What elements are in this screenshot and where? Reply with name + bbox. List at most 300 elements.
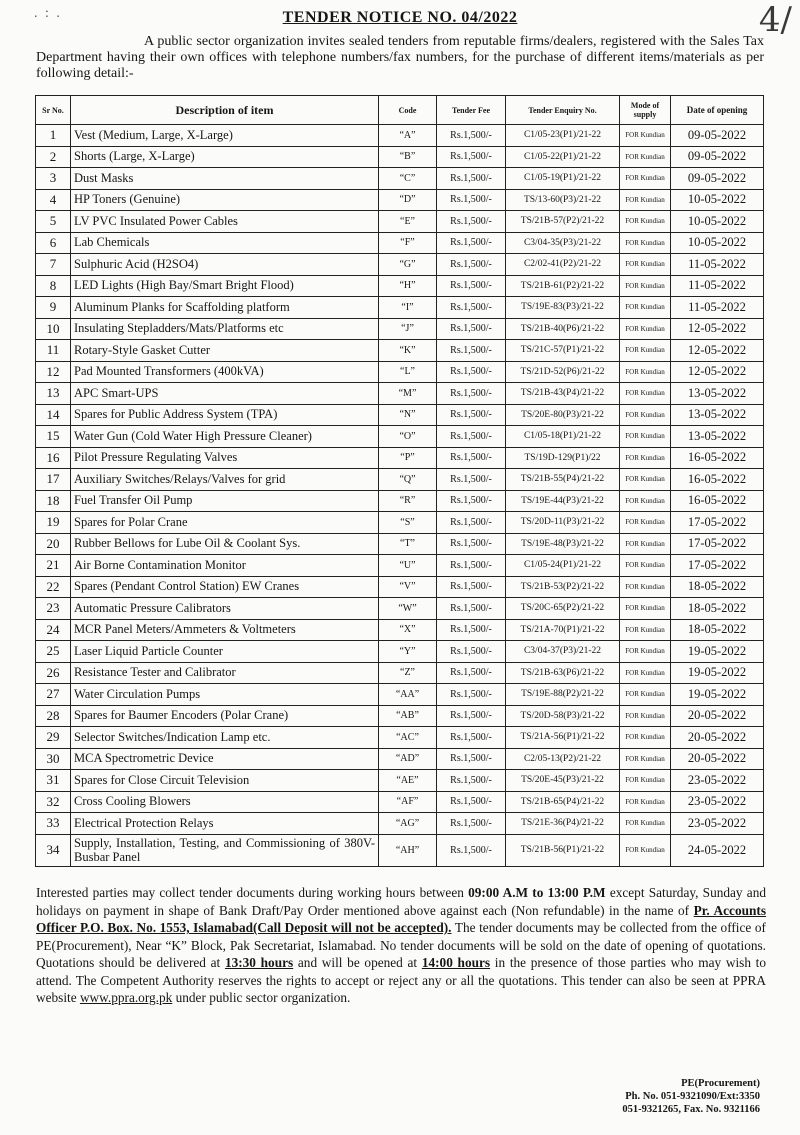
terms-text: under public sector organization. <box>175 990 351 1005</box>
row-opening-date: 17-05-2022 <box>671 512 764 534</box>
row-enquiry-no: TS/19E-44(P3)/21-22 <box>506 490 620 512</box>
row-mode-of-supply: FOR Kundian <box>620 146 671 168</box>
row-enquiry-no: TS/21B-65(P4)/21-22 <box>506 791 620 813</box>
row-description: Water Circulation Pumps <box>71 684 379 706</box>
row-sno: 2 <box>36 146 71 168</box>
table-row <box>36 168 764 190</box>
row-mode-of-supply: FOR Kundian <box>620 512 671 534</box>
row-fee: Rs.1,500/- <box>437 383 506 405</box>
row-mode-of-supply: FOR Kundian <box>620 404 671 426</box>
row-code: “P” <box>379 447 437 469</box>
row-sno: 6 <box>36 232 71 254</box>
row-opening-date: 19-05-2022 <box>671 684 764 706</box>
row-mode-of-supply: FOR Kundian <box>620 576 671 598</box>
row-mode-of-supply: FOR Kundian <box>620 791 671 813</box>
row-sno: 7 <box>36 254 71 276</box>
row-description: Resistance Tester and Calibrator <box>71 662 379 684</box>
row-sno: 1 <box>36 125 71 147</box>
row-enquiry-no: TS/19E-83(P3)/21-22 <box>506 297 620 319</box>
row-fee: Rs.1,500/- <box>437 727 506 749</box>
row-sno: 20 <box>36 533 71 555</box>
header-date: Date of opening <box>671 96 764 125</box>
row-description: Spares for Baumer Encoders (Polar Crane) <box>71 705 379 727</box>
row-description: APC Smart-UPS <box>71 383 379 405</box>
signature-phone: Ph. No. 051-9321090/Ext:3350 <box>625 1091 760 1102</box>
row-mode-of-supply: FOR Kundian <box>620 555 671 577</box>
row-fee: Rs.1,500/- <box>437 512 506 534</box>
row-opening-date: 11-05-2022 <box>671 297 764 319</box>
row-code: “L” <box>379 361 437 383</box>
table-row <box>36 834 764 866</box>
row-description: Lab Chemicals <box>71 232 379 254</box>
row-mode-of-supply: FOR Kundian <box>620 232 671 254</box>
row-description: Water Gun (Cold Water High Pressure Cleaner) <box>71 426 379 448</box>
header-fee: Tender Fee <box>437 96 506 125</box>
table-row <box>36 125 764 147</box>
row-fee: Rs.1,500/- <box>437 297 506 319</box>
row-mode-of-supply: FOR Kundian <box>620 770 671 792</box>
row-opening-date: 18-05-2022 <box>671 619 764 641</box>
row-enquiry-no: TS/21B-61(P2)/21-22 <box>506 275 620 297</box>
row-enquiry-no: TS/21B-40(P6)/21-22 <box>506 318 620 340</box>
row-code: “AC” <box>379 727 437 749</box>
row-fee: Rs.1,500/- <box>437 576 506 598</box>
row-mode-of-supply: FOR Kundian <box>620 254 671 276</box>
row-code: “AB” <box>379 705 437 727</box>
row-fee: Rs.1,500/- <box>437 598 506 620</box>
row-code: “AF” <box>379 791 437 813</box>
row-fee: Rs.1,500/- <box>437 426 506 448</box>
table-row <box>36 232 764 254</box>
row-opening-date: 20-05-2022 <box>671 748 764 770</box>
row-sno: 29 <box>36 727 71 749</box>
table-row <box>36 297 764 319</box>
table-row <box>36 791 764 813</box>
row-description: LED Lights (High Bay/Smart Bright Flood) <box>71 275 379 297</box>
row-enquiry-no: C1/05-23(P1)/21-22 <box>506 125 620 147</box>
table-row <box>36 340 764 362</box>
row-sno: 33 <box>36 813 71 835</box>
row-fee: Rs.1,500/- <box>437 404 506 426</box>
row-description: Dust Masks <box>71 168 379 190</box>
row-description: Spares for Close Circuit Television <box>71 770 379 792</box>
table-row <box>36 211 764 233</box>
row-sno: 31 <box>36 770 71 792</box>
row-code: “AE” <box>379 770 437 792</box>
row-mode-of-supply: FOR Kundian <box>620 490 671 512</box>
row-enquiry-no: TS/21B-57(P2)/21-22 <box>506 211 620 233</box>
header-sno: Sr No. <box>36 96 71 125</box>
header-enquiry: Tender Enquiry No. <box>506 96 620 125</box>
row-mode-of-supply: FOR Kundian <box>620 684 671 706</box>
row-code: “J” <box>379 318 437 340</box>
table-row <box>36 727 764 749</box>
row-mode-of-supply: FOR Kundian <box>620 641 671 663</box>
table-row <box>36 598 764 620</box>
row-fee: Rs.1,500/- <box>437 189 506 211</box>
row-sno: 28 <box>36 705 71 727</box>
row-description: Rotary-Style Gasket Cutter <box>71 340 379 362</box>
row-enquiry-no: C3/04-37(P3)/21-22 <box>506 641 620 663</box>
row-fee: Rs.1,500/- <box>437 211 506 233</box>
row-opening-date: 20-05-2022 <box>671 705 764 727</box>
row-code: “Q” <box>379 469 437 491</box>
row-fee: Rs.1,500/- <box>437 834 506 866</box>
row-enquiry-no: C1/05-19(P1)/21-22 <box>506 168 620 190</box>
table-row <box>36 469 764 491</box>
signature-office: PE(Procurement) <box>681 1078 760 1089</box>
table-row <box>36 254 764 276</box>
row-opening-date: 16-05-2022 <box>671 447 764 469</box>
row-sno: 12 <box>36 361 71 383</box>
row-fee: Rs.1,500/- <box>437 533 506 555</box>
row-enquiry-no: TS/21B-53(P2)/21-22 <box>506 576 620 598</box>
row-sno: 17 <box>36 469 71 491</box>
table-row <box>36 275 764 297</box>
row-enquiry-no: TS/21B-63(P6)/21-22 <box>506 662 620 684</box>
signature-block <box>580 1077 760 1116</box>
row-description: HP Toners (Genuine) <box>71 189 379 211</box>
row-description: Spares for Polar Crane <box>71 512 379 534</box>
row-enquiry-no: C2/02-41(P2)/21-22 <box>506 254 620 276</box>
row-enquiry-no: C1/05-24(P1)/21-22 <box>506 555 620 577</box>
row-sno: 19 <box>36 512 71 534</box>
row-enquiry-no: TS/21D-52(P6)/21-22 <box>506 361 620 383</box>
row-enquiry-no: TS/20D-11(P3)/21-22 <box>506 512 620 534</box>
row-mode-of-supply: FOR Kundian <box>620 619 671 641</box>
row-sno: 10 <box>36 318 71 340</box>
row-code: “I” <box>379 297 437 319</box>
row-sno: 32 <box>36 791 71 813</box>
row-code: “K” <box>379 340 437 362</box>
row-code: “F” <box>379 232 437 254</box>
row-description: Insulating Stepladders/Mats/Platforms etc <box>71 318 379 340</box>
row-code: “A” <box>379 125 437 147</box>
table-row <box>36 684 764 706</box>
row-opening-date: 18-05-2022 <box>671 576 764 598</box>
row-opening-date: 12-05-2022 <box>671 361 764 383</box>
table-row <box>36 555 764 577</box>
ppra-website-link[interactable]: www.ppra.org.pk <box>79 990 173 1005</box>
row-description: Vest (Medium, Large, X-Large) <box>71 125 379 147</box>
row-opening-date: 11-05-2022 <box>671 254 764 276</box>
row-enquiry-no: TS/19E-48(P3)/21-22 <box>506 533 620 555</box>
row-description: Spares (Pendant Control Station) EW Cranes <box>71 576 379 598</box>
row-mode-of-supply: FOR Kundian <box>620 662 671 684</box>
row-mode-of-supply: FOR Kundian <box>620 727 671 749</box>
row-enquiry-no: C3/04-35(P3)/21-22 <box>506 232 620 254</box>
row-opening-date: 16-05-2022 <box>671 469 764 491</box>
row-opening-date: 09-05-2022 <box>671 168 764 190</box>
row-description: Pad Mounted Transformers (400kVA) <box>71 361 379 383</box>
row-description: Electrical Protection Relays <box>71 813 379 835</box>
row-mode-of-supply: FOR Kundian <box>620 426 671 448</box>
row-sno: 22 <box>36 576 71 598</box>
row-mode-of-supply: FOR Kundian <box>620 318 671 340</box>
table-row <box>36 189 764 211</box>
row-fee: Rs.1,500/- <box>437 340 506 362</box>
row-sno: 26 <box>36 662 71 684</box>
row-mode-of-supply: FOR Kundian <box>620 447 671 469</box>
payee-name: Pr. Accounts Officer P.O. Box. No. 1553, Islamabad(Call Deposit will not be accepted). <box>36 902 766 935</box>
row-description: Cross Cooling Blowers <box>71 791 379 813</box>
row-sno: 8 <box>36 275 71 297</box>
row-code: “N” <box>379 404 437 426</box>
header-description: Description of item <box>71 96 379 125</box>
row-sno: 9 <box>36 297 71 319</box>
row-fee: Rs.1,500/- <box>437 275 506 297</box>
row-opening-date: 13-05-2022 <box>671 426 764 448</box>
table-row <box>36 404 764 426</box>
row-opening-date: 23-05-2022 <box>671 813 764 835</box>
row-code: “M” <box>379 383 437 405</box>
row-enquiry-no: TS/21E-36(P4)/21-22 <box>506 813 620 835</box>
row-enquiry-no: TS/20C-65(P2)/21-22 <box>506 598 620 620</box>
row-description: Auxiliary Switches/Relays/Valves for grid <box>71 469 379 491</box>
signature-fax: 051-9321265, Fax. No. 9321166 <box>622 1104 760 1115</box>
row-fee: Rs.1,500/- <box>437 490 506 512</box>
terms-text: except Saturday, Sunday and holidays on payment in shape of Bank Draft/Pay Order mentioned above against each (Non refundable) in the name of <box>36 885 766 918</box>
row-opening-date: 12-05-2022 <box>671 340 764 362</box>
row-opening-date: 10-05-2022 <box>671 189 764 211</box>
row-code: “V” <box>379 576 437 598</box>
row-sno: 11 <box>36 340 71 362</box>
table-row <box>36 146 764 168</box>
row-sno: 27 <box>36 684 71 706</box>
row-code: “AD” <box>379 748 437 770</box>
row-fee: Rs.1,500/- <box>437 125 506 147</box>
row-sno: 18 <box>36 490 71 512</box>
row-fee: Rs.1,500/- <box>437 361 506 383</box>
row-enquiry-no: TS/19D-129(P1)/22 <box>506 447 620 469</box>
terms-text: and will be opened at <box>297 955 418 970</box>
table-row <box>36 576 764 598</box>
row-fee: Rs.1,500/- <box>437 705 506 727</box>
row-code: “U” <box>379 555 437 577</box>
row-code: “AH” <box>379 834 437 866</box>
row-description: Laser Liquid Particle Counter <box>71 641 379 663</box>
row-code: “R” <box>379 490 437 512</box>
row-description: Sulphuric Acid (H2SO4) <box>71 254 379 276</box>
row-fee: Rs.1,500/- <box>437 254 506 276</box>
row-code: “D” <box>379 189 437 211</box>
row-description: Fuel Transfer Oil Pump <box>71 490 379 512</box>
row-mode-of-supply: FOR Kundian <box>620 168 671 190</box>
row-description: MCA Spectrometric Device <box>71 748 379 770</box>
table-row <box>36 490 764 512</box>
row-opening-date: 13-05-2022 <box>671 383 764 405</box>
row-fee: Rs.1,500/- <box>437 791 506 813</box>
row-opening-date: 12-05-2022 <box>671 318 764 340</box>
row-fee: Rs.1,500/- <box>437 684 506 706</box>
row-sno: 3 <box>36 168 71 190</box>
row-fee: Rs.1,500/- <box>437 168 506 190</box>
row-code: “B” <box>379 146 437 168</box>
row-code: “C” <box>379 168 437 190</box>
row-opening-date: 17-05-2022 <box>671 555 764 577</box>
row-opening-date: 10-05-2022 <box>671 211 764 233</box>
row-mode-of-supply: FOR Kundian <box>620 533 671 555</box>
row-enquiry-no: C2/05-13(P2)/21-22 <box>506 748 620 770</box>
table-row <box>36 705 764 727</box>
row-opening-date: 20-05-2022 <box>671 727 764 749</box>
row-fee: Rs.1,500/- <box>437 318 506 340</box>
table-row <box>36 662 764 684</box>
row-enquiry-no: TS/21A-70(P1)/21-22 <box>506 619 620 641</box>
row-mode-of-supply: FOR Kundian <box>620 211 671 233</box>
row-fee: Rs.1,500/- <box>437 469 506 491</box>
scan-dots: . : . <box>34 6 62 21</box>
row-fee: Rs.1,500/- <box>437 662 506 684</box>
row-code: “AA” <box>379 684 437 706</box>
row-code: “Z” <box>379 662 437 684</box>
row-fee: Rs.1,500/- <box>437 748 506 770</box>
row-opening-date: 11-05-2022 <box>671 275 764 297</box>
row-mode-of-supply: FOR Kundian <box>620 340 671 362</box>
row-opening-date: 17-05-2022 <box>671 533 764 555</box>
row-sno: 24 <box>36 619 71 641</box>
table-row <box>36 748 764 770</box>
row-enquiry-no: TS/20E-45(P3)/21-22 <box>506 770 620 792</box>
row-description: Rubber Bellows for Lube Oil & Coolant Sys. <box>71 533 379 555</box>
row-opening-date: 13-05-2022 <box>671 404 764 426</box>
row-enquiry-no: C1/05-22(P1)/21-22 <box>506 146 620 168</box>
row-code: “T” <box>379 533 437 555</box>
row-code: “W” <box>379 598 437 620</box>
row-fee: Rs.1,500/- <box>437 232 506 254</box>
table-row <box>36 447 764 469</box>
row-description: Supply, Installation, Testing, and Commissioning of 380V-Busbar Panel <box>71 834 379 866</box>
table-row <box>36 533 764 555</box>
row-sno: 21 <box>36 555 71 577</box>
row-sno: 14 <box>36 404 71 426</box>
row-code: “X” <box>379 619 437 641</box>
table-row <box>36 512 764 534</box>
row-enquiry-no: C1/05-18(P1)/21-22 <box>506 426 620 448</box>
row-opening-date: 10-05-2022 <box>671 232 764 254</box>
opening-time: 14:00 hours <box>421 955 491 970</box>
header-code: Code <box>379 96 437 125</box>
collection-hours: 09:00 A.M to 13:00 P.M <box>468 885 606 900</box>
row-opening-date: 09-05-2022 <box>671 146 764 168</box>
row-code: “O” <box>379 426 437 448</box>
table-row <box>36 426 764 448</box>
row-description: Aluminum Planks for Scaffolding platform <box>71 297 379 319</box>
tender-table <box>35 95 764 867</box>
header-mode: Mode of supply <box>620 96 671 125</box>
row-sno: 4 <box>36 189 71 211</box>
handwritten-page-mark: 4/ <box>758 0 792 40</box>
row-description: Automatic Pressure Calibrators <box>71 598 379 620</box>
row-description: Shorts (Large, X-Large) <box>71 146 379 168</box>
row-opening-date: 23-05-2022 <box>671 770 764 792</box>
row-code: “H” <box>379 275 437 297</box>
row-sno: 34 <box>36 834 71 866</box>
table-row <box>36 813 764 835</box>
row-fee: Rs.1,500/- <box>437 619 506 641</box>
row-opening-date: 19-05-2022 <box>671 662 764 684</box>
row-mode-of-supply: FOR Kundian <box>620 189 671 211</box>
row-sno: 30 <box>36 748 71 770</box>
row-enquiry-no: TS/19E-88(P2)/21-22 <box>506 684 620 706</box>
row-mode-of-supply: FOR Kundian <box>620 361 671 383</box>
table-row <box>36 770 764 792</box>
row-sno: 5 <box>36 211 71 233</box>
row-mode-of-supply: FOR Kundian <box>620 125 671 147</box>
row-fee: Rs.1,500/- <box>437 146 506 168</box>
notice-title: TENDER NOTICE NO. 04/2022 <box>282 9 518 26</box>
row-description: Selector Switches/Indication Lamp etc. <box>71 727 379 749</box>
row-opening-date: 24-05-2022 <box>671 834 764 866</box>
row-enquiry-no: TS/21A-56(P1)/21-22 <box>506 727 620 749</box>
table-row <box>36 318 764 340</box>
row-fee: Rs.1,500/- <box>437 813 506 835</box>
row-enquiry-no: TS/20D-58(P3)/21-22 <box>506 705 620 727</box>
row-description: Pilot Pressure Regulating Valves <box>71 447 379 469</box>
row-opening-date: 09-05-2022 <box>671 125 764 147</box>
row-opening-date: 23-05-2022 <box>671 791 764 813</box>
row-fee: Rs.1,500/- <box>437 641 506 663</box>
row-enquiry-no: TS/21B-56(P1)/21-22 <box>506 834 620 866</box>
row-code: “G” <box>379 254 437 276</box>
row-enquiry-no: TS/21B-43(P4)/21-22 <box>506 383 620 405</box>
delivery-time: 13:30 hours <box>224 955 294 970</box>
row-sno: 16 <box>36 447 71 469</box>
row-code: “Y” <box>379 641 437 663</box>
row-sno: 15 <box>36 426 71 448</box>
row-fee: Rs.1,500/- <box>437 770 506 792</box>
terms-text: Interested parties may collect tender documents during working hours between <box>36 885 464 900</box>
table-row <box>36 383 764 405</box>
row-description: Air Borne Contamination Monitor <box>71 555 379 577</box>
table-header-row <box>36 96 764 125</box>
row-enquiry-no: TS/20E-80(P3)/21-22 <box>506 404 620 426</box>
row-code: “AG” <box>379 813 437 835</box>
terms-text: The tender documents may be collected from the office of PE(Procurement), Near “K” Block, Pak Secretariat, Islamabad. No tender documents will be sold on the date of opening of quotations. Quotations should be delivered at <box>36 920 766 970</box>
row-sno: 23 <box>36 598 71 620</box>
row-description: MCR Panel Meters/Ammeters & Voltmeters <box>71 619 379 641</box>
row-mode-of-supply: FOR Kundian <box>620 598 671 620</box>
row-sno: 13 <box>36 383 71 405</box>
row-code: “S” <box>379 512 437 534</box>
row-code: “E” <box>379 211 437 233</box>
row-mode-of-supply: FOR Kundian <box>620 275 671 297</box>
row-opening-date: 18-05-2022 <box>671 598 764 620</box>
row-mode-of-supply: FOR Kundian <box>620 834 671 866</box>
table-row <box>36 619 764 641</box>
terms-paragraph <box>36 884 766 1007</box>
row-fee: Rs.1,500/- <box>437 555 506 577</box>
table-row <box>36 641 764 663</box>
notice-intro: A public sector organization invites sealed tenders from reputable firms/dealers, registered with the Sales Tax Department having their own offices with telephone numbers/fax numbers, for the purchase of different items/materials as per following detail:- <box>36 34 764 81</box>
row-enquiry-no: TS/13-60(P3)/21-22 <box>506 189 620 211</box>
row-mode-of-supply: FOR Kundian <box>620 469 671 491</box>
table-row <box>36 361 764 383</box>
row-sno: 25 <box>36 641 71 663</box>
row-opening-date: 16-05-2022 <box>671 490 764 512</box>
row-opening-date: 19-05-2022 <box>671 641 764 663</box>
row-description: LV PVC Insulated Power Cables <box>71 211 379 233</box>
row-description: Spares for Public Address System (TPA) <box>71 404 379 426</box>
row-mode-of-supply: FOR Kundian <box>620 813 671 835</box>
row-mode-of-supply: FOR Kundian <box>620 748 671 770</box>
row-enquiry-no: TS/21B-55(P4)/21-22 <box>506 469 620 491</box>
row-mode-of-supply: FOR Kundian <box>620 705 671 727</box>
row-enquiry-no: TS/21C-57(P1)/21-22 <box>506 340 620 362</box>
row-mode-of-supply: FOR Kundian <box>620 297 671 319</box>
row-mode-of-supply: FOR Kundian <box>620 383 671 405</box>
row-fee: Rs.1,500/- <box>437 447 506 469</box>
